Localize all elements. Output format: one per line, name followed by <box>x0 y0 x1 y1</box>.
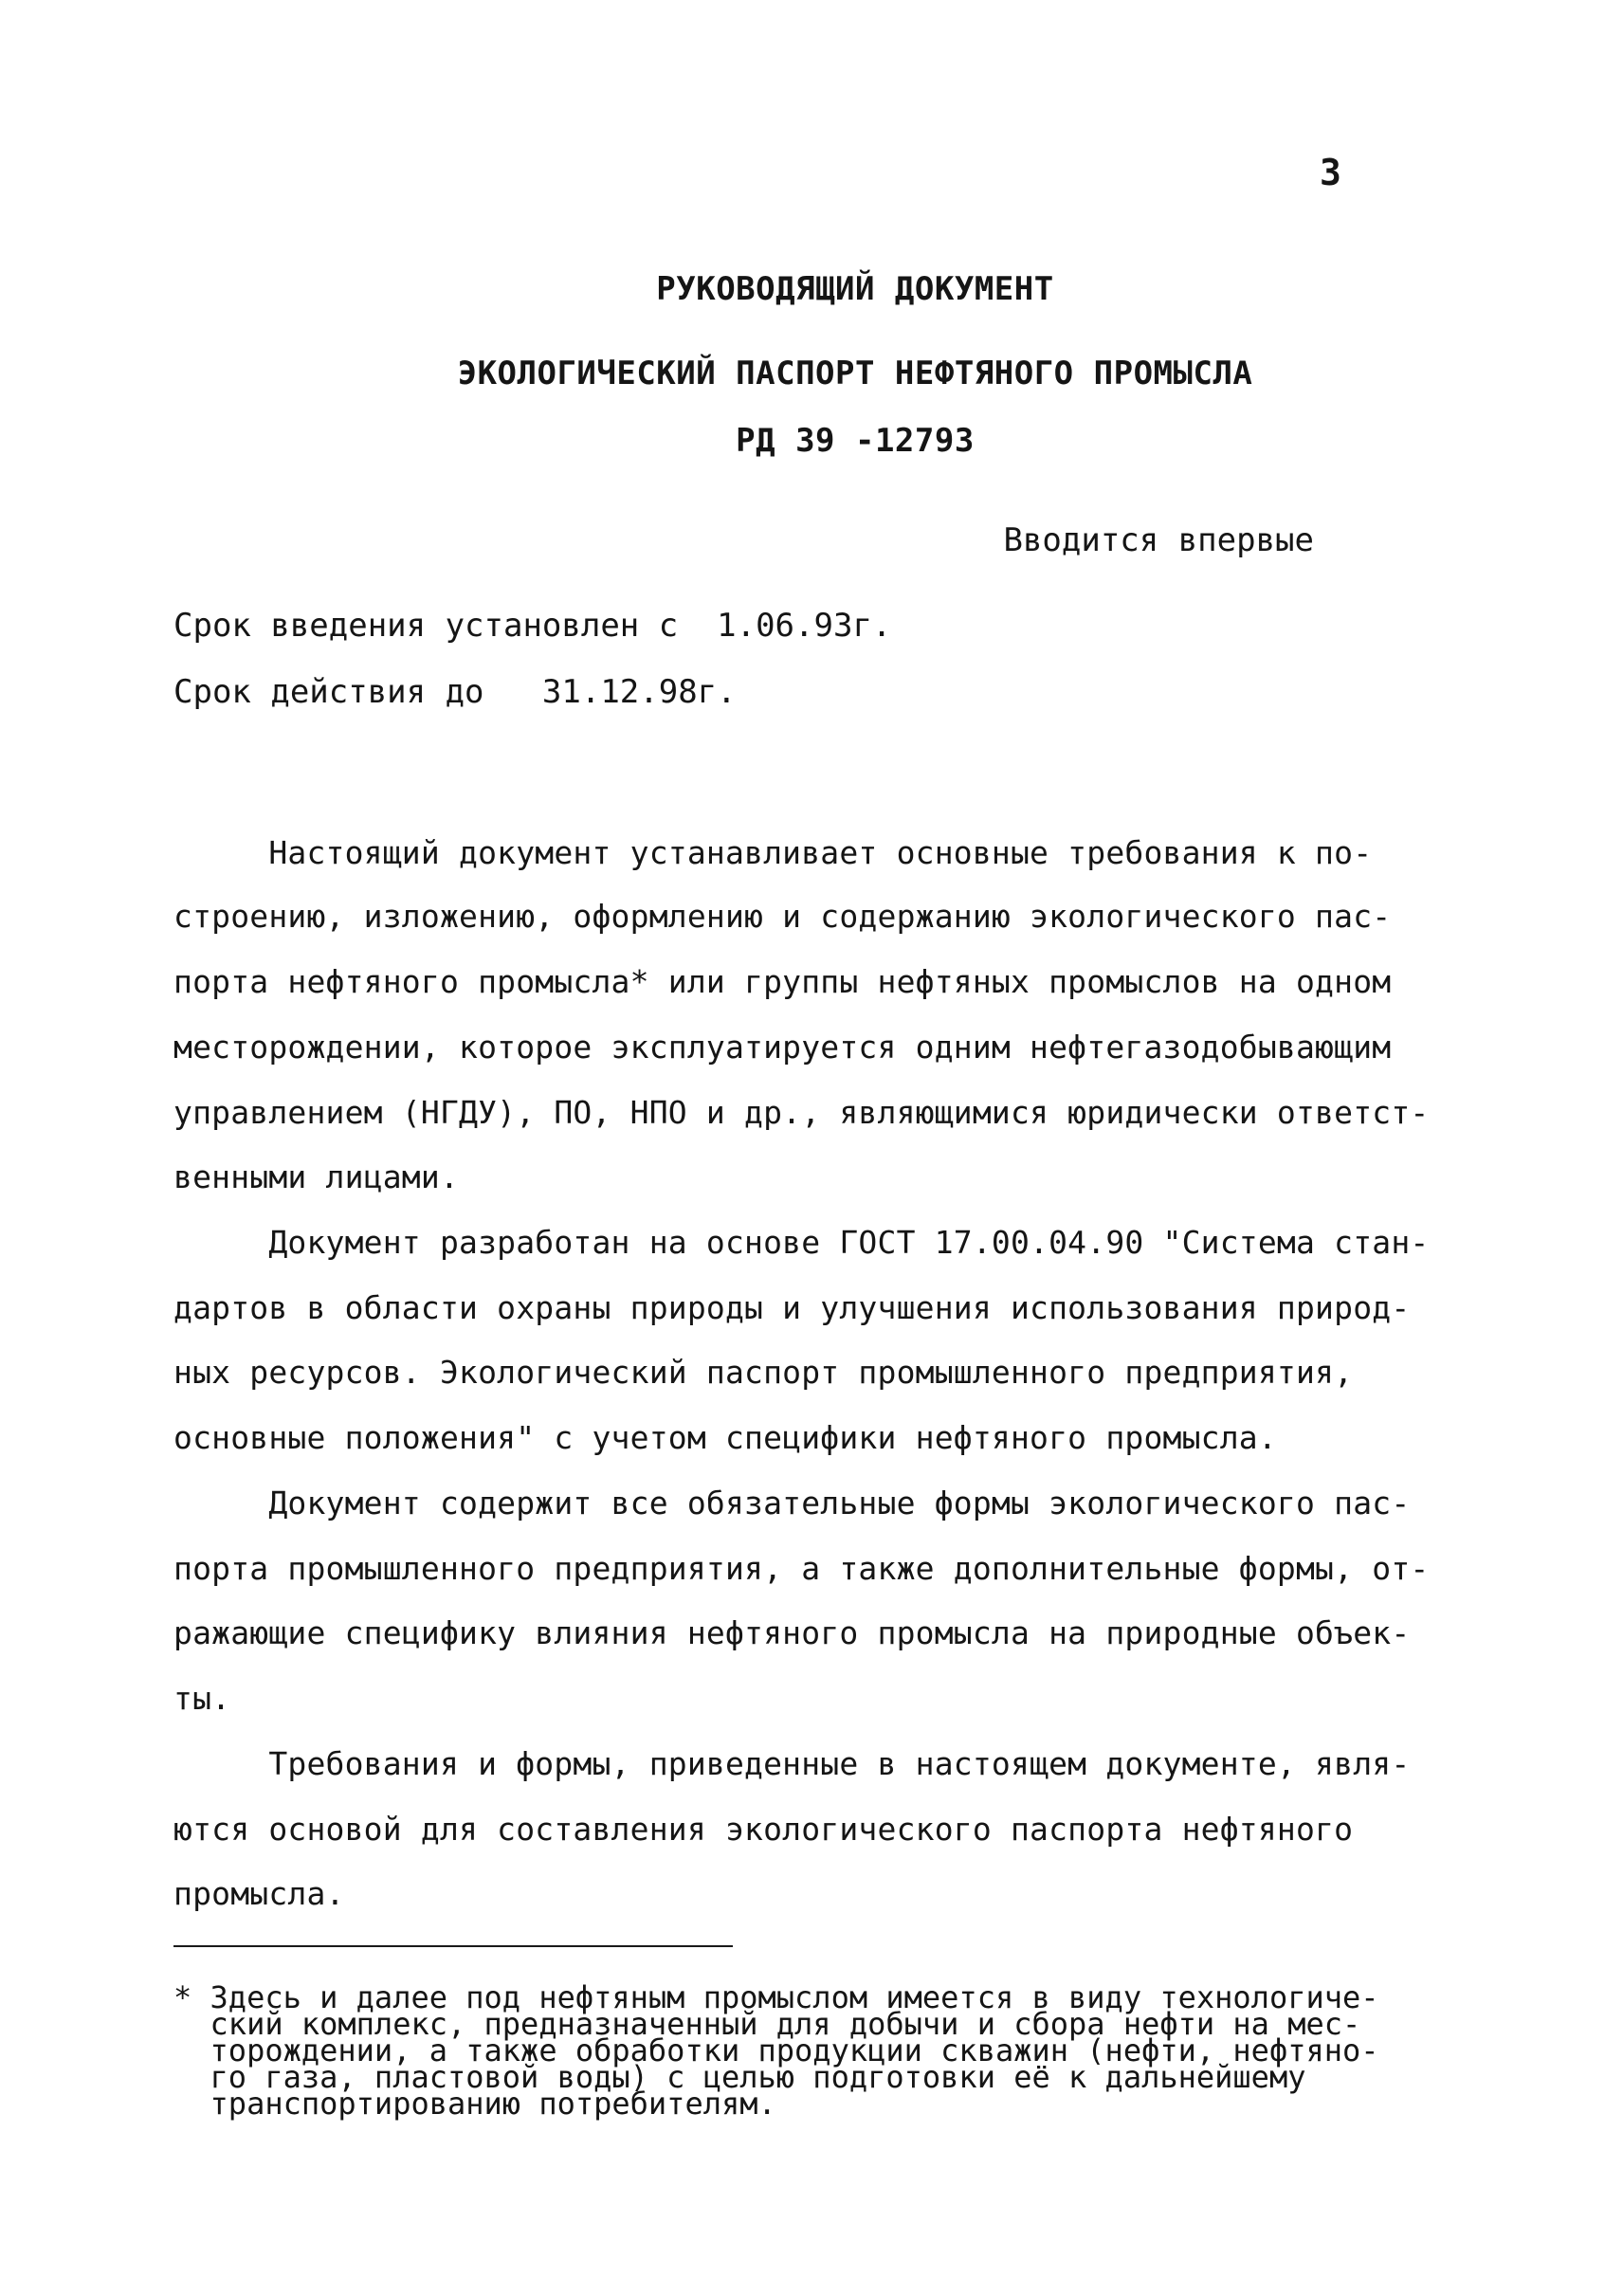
footnote-line: * Здесь и далее под нефтяным промыслом имеется в виду технологиче- <box>173 1979 1379 2015</box>
body-line: ных ресурсов. Экологический паспорт промышленного предприятия, <box>173 1354 1354 1391</box>
body-line: порта нефтяного промысла* или группы нефтяных промыслов на одном <box>173 963 1392 1000</box>
body-line: промысла. <box>173 1875 345 1912</box>
body-line: строению, изложению, оформлению и содержанию экологического пас- <box>173 898 1392 935</box>
document-code-heading: РД 39 -12793 <box>736 422 975 460</box>
body-line: ражающие специфику влияния нефтяного промысла на природные объек- <box>173 1614 1411 1651</box>
body-line: дартов в области охраны природы и улучшения использования природ- <box>173 1289 1411 1326</box>
introduction-note: Вводится впервые <box>1003 521 1314 559</box>
footnote-line: ский комплекс, предназначенный для добычи и сбора нефти на мес- <box>173 2006 1361 2042</box>
body-line: венными лицами. <box>173 1158 460 1195</box>
body-line: Документ содержит все обязательные формы экологического пас- <box>173 1485 1411 1522</box>
footnote-divider <box>173 1945 733 1947</box>
footnote-line: транспортированию потребителям. <box>173 2086 776 2122</box>
body-line: ются основой для составления экологического паспорта нефтяного <box>173 1811 1354 1848</box>
body-line: ты. <box>173 1680 231 1717</box>
introduction-date-line: Срок введения установлен с 1.06.93г. <box>173 607 892 645</box>
body-line: Настоящий документ устанавливает основные требования к по- <box>173 834 1373 871</box>
footnote-line: го газа, пластовой воды) с целью подготовки её к дальнейшему <box>173 2059 1306 2095</box>
page-number: 3 <box>1320 152 1341 193</box>
body-line: управлением (НГДУ), ПО, НПО и др., являющимися юридически ответст- <box>173 1094 1430 1131</box>
document-type-heading: РУКОВОДЯЩИЙ ДОКУМЕНТ <box>656 270 1054 308</box>
body-line: Документ разработан на основе ГОСТ 17.00.04.90 "Система стан- <box>173 1224 1430 1261</box>
body-line: Требования и формы, приведенные в настоящем документе, явля- <box>173 1745 1411 1782</box>
footnote-line: торождении, а также обработки продукции скважин (нефти, нефтяно- <box>173 2032 1379 2068</box>
document-title-heading: ЭКОЛОГИЧЕСКИЙ ПАСПОРТ НЕФТЯНОГО ПРОМЫСЛА <box>457 355 1253 392</box>
body-line: месторождении, которое эксплуатируется одним нефтегазодобывающим <box>173 1029 1392 1066</box>
body-line: основные положения" с учетом специфики нефтяного промысла. <box>173 1419 1277 1456</box>
validity-date-line: Срок действия до 31.12.98г. <box>173 673 737 711</box>
body-line: порта промышленного предприятия, а также дополнительные формы, от- <box>173 1550 1430 1587</box>
